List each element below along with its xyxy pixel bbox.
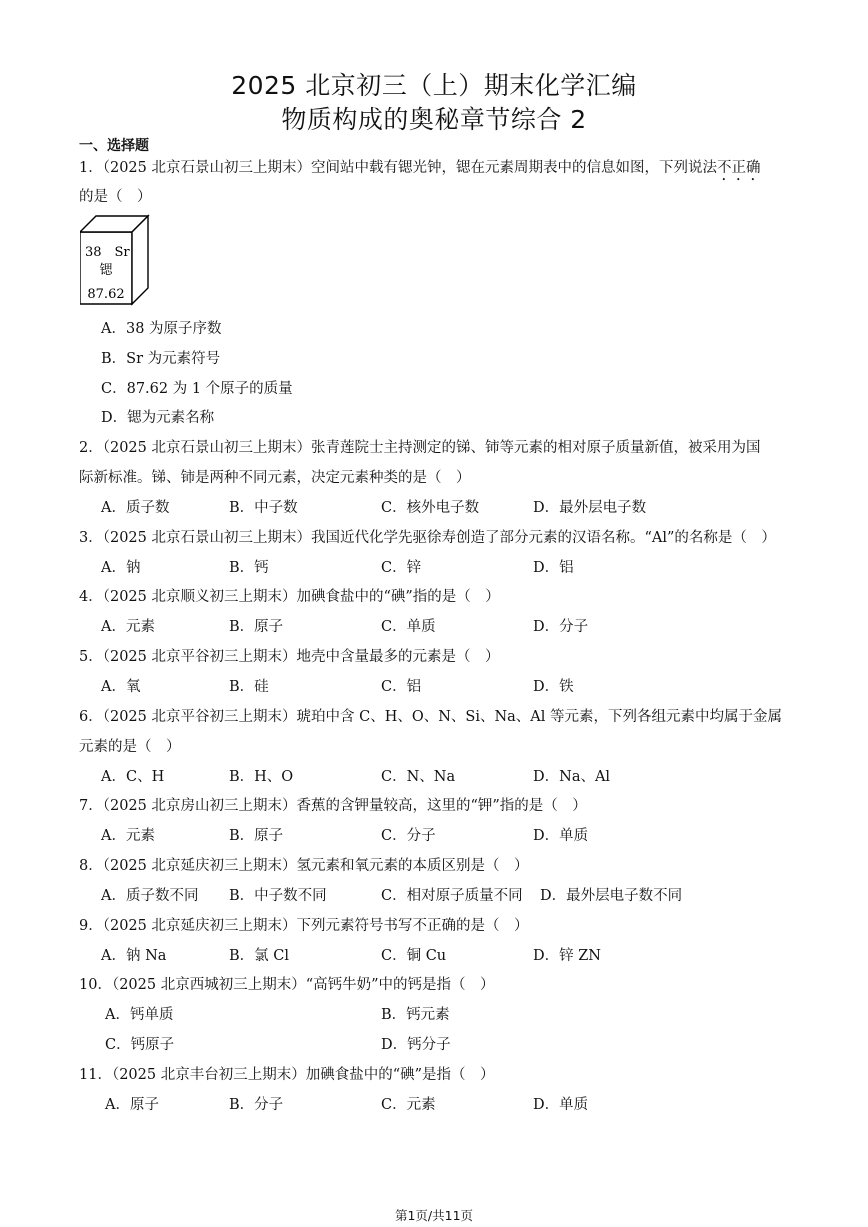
- question-5-option-d[interactable]: D．铁: [533, 679, 574, 695]
- question-5-option-c[interactable]: C．铝: [381, 679, 422, 695]
- question-3-option-b[interactable]: B．钙: [229, 560, 269, 576]
- question-7-options: [79, 824, 799, 844]
- question-5-options: [79, 675, 799, 695]
- question-2-stem-line1: 2．（2025 北京石景山初三上期末）张青莲院士主持测定的锑、铈等元素的相对原子质量新值，被采用为国: [79, 440, 761, 456]
- document-subtitle: 物质构成的奥秘章节综合 2: [281, 105, 587, 134]
- question-4-stem: 4．（2025 北京顺义初三上期末）加碘食盐中的“碘”指的是（ ）: [79, 589, 500, 605]
- question-6-option-c[interactable]: C．N、Na: [381, 769, 456, 785]
- strontium-element-card: [80, 214, 152, 306]
- question-2-option-a[interactable]: A．质子数: [101, 500, 170, 516]
- question-1-stem-text: 1．（2025 北京石景山初三上期末）空间站中载有锶光钟，锶在元素周期表中的信息如图，下列说法: [79, 160, 717, 176]
- question-9-option-c[interactable]: C．铜 Cu: [381, 948, 447, 964]
- question-6-option-a[interactable]: A．C、H: [101, 769, 165, 785]
- question-10-option-b[interactable]: B．钙元素: [381, 1007, 450, 1023]
- question-9-option-b[interactable]: B．氯 Cl: [229, 948, 289, 964]
- question-2-options: [79, 496, 799, 516]
- question-10-option-a[interactable]: A．钙单质: [105, 1007, 174, 1023]
- section-heading: 一、选择题: [79, 138, 149, 154]
- question-7-option-c[interactable]: C．分子: [381, 828, 436, 844]
- question-10-option-c[interactable]: C．钙原子: [105, 1037, 175, 1053]
- question-10-stem: 10．（2025 北京西城初三上期末）“高钙牛奶”中的钙是指（ ）: [79, 977, 495, 993]
- question-9-option-a[interactable]: A．钠 Na: [101, 948, 167, 964]
- question-10-options-row2: [79, 1033, 799, 1053]
- question-6-stem-line2: 元素的是（ ）: [79, 739, 181, 755]
- question-7-option-a[interactable]: A．元素: [101, 828, 155, 844]
- question-9-options: [79, 944, 799, 964]
- question-4-option-b[interactable]: B．原子: [229, 619, 284, 635]
- question-2-option-c[interactable]: C．核外电子数: [381, 500, 480, 516]
- element-symbol: Sr: [114, 245, 130, 260]
- question-1-option-b[interactable]: B．Sr 为元素符号: [101, 351, 221, 367]
- question-4-options: [79, 615, 799, 635]
- question-3-option-d[interactable]: D．铝: [533, 560, 574, 576]
- document-title: 2025 北京初三（上）期末化学汇编: [231, 71, 637, 100]
- question-11-option-a[interactable]: A．原子: [105, 1097, 159, 1113]
- question-2-stem-line2: 际新标准。锑、铈是两种不同元素，决定元素种类的是（ ）: [79, 470, 471, 486]
- question-2-option-b[interactable]: B．中子数: [229, 500, 298, 516]
- question-11-stem: 11．（2025 北京丰台初三上期末）加碘食盐中的“碘”是指（ ）: [79, 1067, 495, 1083]
- question-1-stem-line1: [79, 156, 760, 184]
- page-number: 第1页/共11页: [394, 1208, 474, 1223]
- atomic-number: 38: [85, 245, 102, 260]
- question-8-options: [79, 884, 799, 904]
- question-10-option-d[interactable]: D．钙分子: [381, 1037, 451, 1053]
- question-1-option-c[interactable]: C．87.62 为 1 个原子的质量: [101, 381, 293, 397]
- question-4-option-c[interactable]: C．单质: [381, 619, 436, 635]
- atomic-mass: 87.62: [87, 287, 125, 302]
- question-3-stem: 3．（2025 北京石景山初三上期末）我国近代化学先驱徐寿创造了部分元素的汉语名称。“Al”的名称是（ ）: [79, 530, 776, 546]
- question-11-option-d[interactable]: D．单质: [533, 1097, 589, 1113]
- question-7-stem: 7．（2025 北京房山初三上期末）香蕉的含钾量较高，这里的“钾”指的是（ ）: [79, 798, 587, 814]
- question-11-option-c[interactable]: C．元素: [381, 1097, 436, 1113]
- question-3-options: [79, 556, 799, 576]
- question-5-stem: 5．（2025 北京平谷初三上期末）地壳中含量最多的元素是（ ）: [79, 649, 500, 665]
- element-name: 锶: [99, 263, 113, 278]
- question-6-options: [79, 765, 799, 785]
- question-10-options-row1: [79, 1003, 799, 1023]
- question-4-option-d[interactable]: D．分子: [533, 619, 589, 635]
- question-9-option-d[interactable]: D．锌 ZN: [533, 948, 601, 964]
- question-2-option-d[interactable]: D．最外层电子数: [533, 500, 647, 516]
- question-1-stem-line2: 的是（ ）: [79, 189, 152, 205]
- question-7-option-b[interactable]: B．原子: [229, 828, 284, 844]
- question-8-stem: 8．（2025 北京延庆初三上期末）氢元素和氧元素的本质区别是（ ）: [79, 858, 529, 874]
- question-4-option-a[interactable]: A．元素: [101, 619, 155, 635]
- question-8-option-b[interactable]: B．中子数不同: [229, 888, 327, 904]
- question-11-options: [79, 1093, 799, 1113]
- question-6-option-d[interactable]: D．Na、Al: [533, 769, 611, 785]
- question-6-stem-line1: 6．（2025 北京平谷初三上期末）琥珀中含 C、H、O、N、Si、Na、Al 等元素，下列各组元素中均属于金属: [79, 709, 783, 725]
- emphasis-text: 不正确: [716, 160, 761, 176]
- question-3-option-c[interactable]: C．锌: [381, 560, 422, 576]
- question-5-option-a[interactable]: A．氧: [101, 679, 141, 695]
- question-7-option-d[interactable]: D．单质: [533, 828, 589, 844]
- question-5-option-b[interactable]: B．硅: [229, 679, 269, 695]
- question-9-stem: 9．（2025 北京延庆初三上期末）下列元素符号书写不正确的是（ ）: [79, 918, 529, 934]
- question-3-option-a[interactable]: A．钠: [101, 560, 141, 576]
- question-11-option-b[interactable]: B．分子: [229, 1097, 284, 1113]
- question-6-option-b[interactable]: B．H、O: [229, 769, 294, 785]
- question-8-option-c[interactable]: C．相对原子质量不同: [381, 888, 523, 904]
- question-8-option-d[interactable]: D．最外层电子数不同: [540, 888, 683, 904]
- question-8-option-a[interactable]: A．质子数不同: [101, 888, 199, 904]
- question-1-option-d[interactable]: D．锶为元素名称: [101, 410, 215, 426]
- question-1-option-a[interactable]: A．38 为原子序数: [101, 321, 222, 337]
